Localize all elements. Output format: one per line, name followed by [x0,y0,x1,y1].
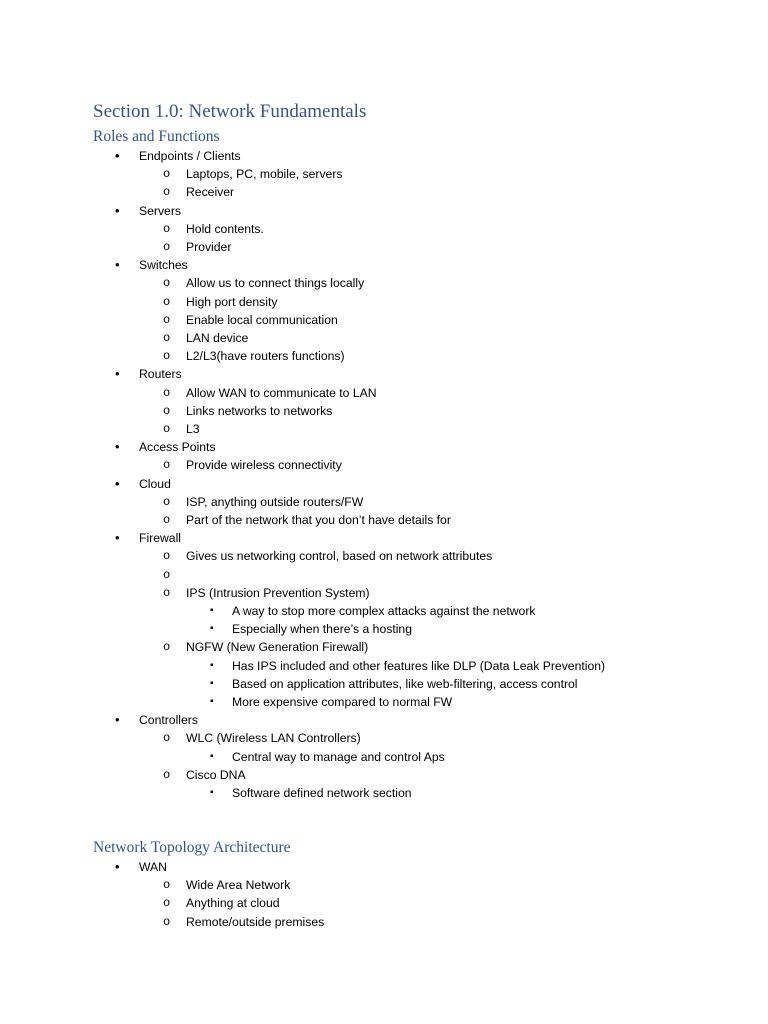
list-item-text: Remote/outside premises [186,914,325,929]
bullet-icon: o [163,312,171,327]
bullet-icon: o [163,767,171,782]
list-item-text: Links networks to networks [186,403,333,418]
bullet-icon: o [163,240,171,254]
bullet-icon: o [163,896,171,911]
list-item-text: L3 [186,422,200,436]
bullet-icon: • [115,439,120,455]
list-item-text: IPS (Intrusion Prevention System) [186,585,370,600]
section-heading-roles: Roles and Functions [93,128,220,145]
bullet-icon: o [163,185,171,200]
list-item-text: Part of the network that you don’t have details for [186,513,451,527]
bullet-icon: o [163,567,171,582]
list-item-text: Receiver [186,185,235,200]
list-item-text: Based on application attributes, like web-filtering, access control [232,676,578,691]
list-item-text: Allow WAN to communicate to LAN [186,385,377,400]
bullet-icon: o [163,385,171,400]
list-item-text: High port density [186,294,278,309]
bullet-icon: ▪ [210,696,214,707]
list-item-text: Switches [139,258,188,273]
bullet-icon: o [163,349,171,364]
list-item-text: Provide wireless connectivity [186,458,342,473]
list-item-text: ISP, anything outside routers/FW [186,494,364,509]
bullet-icon: o [163,640,171,655]
list-item-text: Firewall [139,531,181,546]
list-item-text: Wide Area Network [186,878,291,893]
bullet-icon: ▪ [210,605,214,616]
list-item-text: Enable local communication [186,312,338,327]
bullet-icon: • [115,366,120,382]
list-item-text: Cloud [139,476,171,491]
bullet-icon: o [163,167,171,182]
bullet-icon: o [163,513,171,527]
list-item-text: A way to stop more complex attacks against the network [232,604,536,618]
list-item-text: Laptops, PC, mobile, servers [186,167,343,182]
bullet-icon: • [115,859,120,874]
bullet-icon: ▪ [210,750,214,762]
list-item-text: Especially when there’s a hosting [232,622,412,637]
bullet-icon: • [115,202,120,218]
list-item-text: Anything at cloud [186,896,280,911]
list-item-text: Central way to manage and control Aps [232,749,445,764]
list-item-text: Access Points [139,440,216,455]
bullet-icon: • [115,475,120,491]
list-item-text: Servers [139,203,181,218]
list-item-text: Software defined network section [232,786,412,800]
list-item-text: Routers [139,367,182,382]
list-item-text: Allow us to connect things locally [186,276,365,291]
list-item-text: Endpoints / Clients [139,149,241,163]
bullet-icon: o [163,585,171,600]
list-item-text: Gives us networking control, based on network attributes [186,549,493,564]
bullet-icon: • [115,530,120,546]
list-item-text: L2/L3(have routers functions) [186,349,345,364]
bullet-icon: o [163,294,171,309]
bullet-icon: • [115,712,120,728]
list-item-text: Provider [186,240,232,254]
list-item-text: WLC (Wireless LAN Controllers) [186,731,361,746]
bullet-icon: o [163,331,171,345]
bullet-icon: o [163,494,171,509]
list-item-text: Cisco DNA [186,767,246,782]
list-item-text: Controllers [139,713,198,728]
bullet-icon: o [163,403,171,418]
bullet-icon: ▪ [210,659,214,671]
bullet-icon: ▪ [210,787,214,798]
section-heading-topology: Network Topology Architecture [93,839,291,856]
bullet-icon: o [163,549,171,564]
bullet-icon: o [163,878,171,893]
bullet-icon: ▪ [210,677,214,689]
bullet-icon: o [163,276,171,291]
bullet-icon: o [163,731,171,746]
list-item-text: Hold contents. [186,221,264,236]
list-item-text: NGFW (New Generation Firewall) [186,640,369,655]
page-title: Section 1.0: Network Fundamentals [93,101,367,122]
bullet-icon: • [115,257,120,273]
list-item-text: Has IPS included and other features like DLP (Data Leak Prevention) [232,658,606,673]
bullet-icon: • [115,148,120,163]
bullet-icon: o [163,422,171,436]
bullet-icon: o [163,458,171,473]
list-item-text: More expensive compared to normal FW [232,695,453,709]
bullet-icon: o [163,914,171,929]
list-item-text: WAN [139,860,167,874]
bullet-icon: o [163,221,171,236]
list-item-text: LAN device [186,331,249,345]
bullet-icon: ▪ [210,623,214,635]
